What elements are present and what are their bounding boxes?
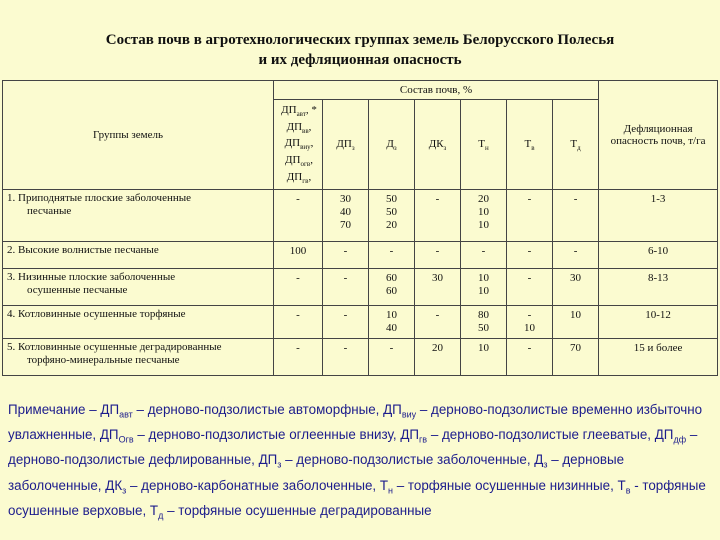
composition-cell: - 10 (507, 306, 553, 339)
dp-subtype-3: $ДП_{огв}$, (285, 154, 313, 169)
deflation-cell: 8-13 (599, 269, 718, 306)
group-label: 3. Низинные плоские заболоченные осушенные песчаные (3, 269, 274, 306)
column-header (507, 100, 553, 190)
deflation-cell: 1-3 (599, 190, 718, 242)
dp-subtype-1: $ДП_{вв}$, (286, 120, 312, 135)
composition-cell: 20 (415, 339, 461, 376)
column-header (461, 100, 507, 190)
groups-header: Группы земель (3, 81, 274, 190)
composition-cell: 10 (553, 306, 599, 339)
composition-cell: - (323, 269, 369, 306)
composition-cell: - (507, 242, 553, 269)
column-header (553, 100, 599, 190)
composition-cell: - (461, 242, 507, 269)
deflation-cell: 6-10 (599, 242, 718, 269)
composition-cell: 100 (274, 242, 323, 269)
composition-cell: - (415, 242, 461, 269)
composition-cell: 80 50 (461, 306, 507, 339)
column-header (323, 100, 369, 190)
composition-cell: - (507, 339, 553, 376)
page-title (0, 30, 720, 70)
composition-cell: - (274, 339, 323, 376)
composition-cell: - (274, 190, 323, 242)
composition-cell: - (274, 269, 323, 306)
composition-cell: - (553, 242, 599, 269)
column-symbol-4: $Т_в$ (524, 137, 535, 152)
composition-cell: - (323, 242, 369, 269)
title-line-1: Состав почв в агротехнологических группах земель Белорусского Полесья (105, 32, 615, 48)
table-body (3, 190, 718, 376)
table-row (3, 190, 718, 242)
group-label: 4. Котловинные осушенные торфяные (3, 306, 274, 339)
composition-cell: - (507, 269, 553, 306)
column-symbol-1: $Д_з$ (386, 137, 397, 152)
composition-cell: - (369, 242, 415, 269)
composition-cell: 30 40 70 (323, 190, 369, 242)
column-symbol-2: $ДК_з$ (428, 137, 447, 152)
composition-cell: - (553, 190, 599, 242)
column-header (415, 100, 461, 190)
column-header (369, 100, 415, 190)
group-label: 1. Приподнятые плоские заболоченные песчаные (3, 190, 274, 242)
composition-cell: - (274, 306, 323, 339)
composition-cell: - (415, 190, 461, 242)
composition-cell: 50 50 20 (369, 190, 415, 242)
deflation-header: Дефляционная опасность почв, т/га (599, 81, 718, 190)
composition-cell: - (369, 339, 415, 376)
table-row (3, 242, 718, 269)
column-symbol-0: $ДП_з$ (336, 137, 355, 152)
table-row (3, 339, 718, 376)
dp-subtype-2: $ДП_{виу}$, (284, 137, 314, 152)
dp-subtype-0: $ДП_{авт}$, * (281, 104, 317, 119)
table-row (3, 269, 718, 306)
composition-cell: - (323, 306, 369, 339)
column-symbol-5: $Т_д$ (570, 137, 581, 152)
group-label: 5. Котловинные осушенные деградированные торфяно-минеральные песчаные (3, 339, 274, 376)
composition-cell: 10 10 (461, 269, 507, 306)
composition-cell: - (323, 339, 369, 376)
dp-subtypes-header (274, 100, 323, 190)
dp-subtype-4: $ДП_{гв}$, (286, 170, 312, 185)
composition-cell: 20 10 10 (461, 190, 507, 242)
composition-cell: 60 60 (369, 269, 415, 306)
composition-cell: 10 40 (369, 306, 415, 339)
deflation-cell: 10-12 (599, 306, 718, 339)
composition-cell: 30 (415, 269, 461, 306)
column-symbol-3: $Т_н$ (478, 137, 489, 152)
title-line-2: и их дефляционная опасность (258, 52, 462, 68)
group-label: 2. Высокие волнистые песчаные (3, 242, 274, 269)
table-row (3, 306, 718, 339)
composition-cell: 30 (553, 269, 599, 306)
deflation-cell: 15 и более (599, 339, 718, 376)
composition-cell: 70 (553, 339, 599, 376)
soil-composition-table (2, 80, 718, 376)
footnote: Примечание – $ДП_{авт}$ – дерново-подзолистые автоморфные, $ДП_{виу}$ – дерново-подзолистые временно избыточно увлажненные, $ДП_{Огв}$ – дерново-подзолистые оглеенные внизу, $ДП_{гв}$ – дерново-подзолистые глееватые, $ДП_{дф}$ – дерново-подзолистые дефлированные, $ДП_з$ – дерново-подзолистые заболоченные, $Д_з$ – дерновые заболоченные, $ДК_з$ – дерново-карбонатные заболоченные, $Т_н$ – торфяные осушенные низинные, $Т_в$ - торфяные осушенные верховые, $Т_д$ – торфяные осушенные деградированные (8, 402, 706, 521)
composition-cell: - (415, 306, 461, 339)
composition-header: Состав почв, % (274, 81, 599, 100)
composition-cell: - (507, 190, 553, 242)
composition-cell: 10 (461, 339, 507, 376)
